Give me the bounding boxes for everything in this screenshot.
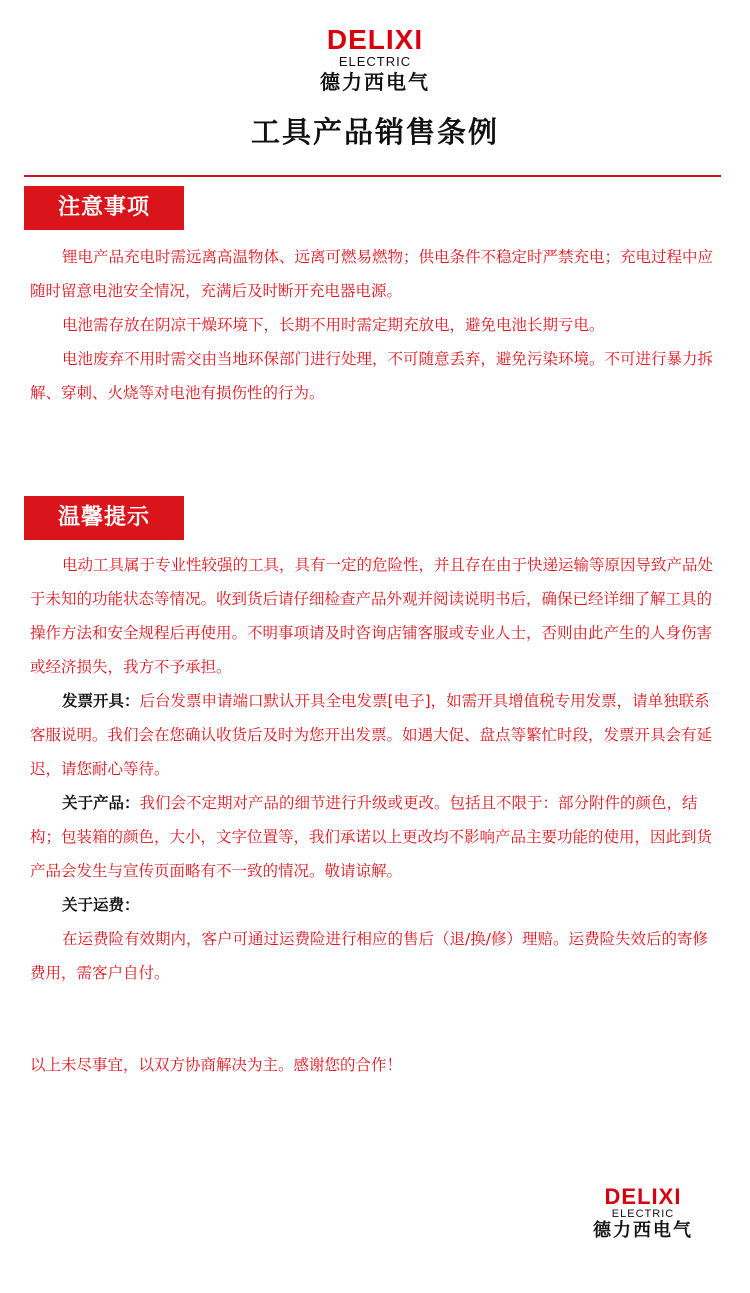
paragraph: 电池需存放在阴凉干燥环境下，长期不用时需定期充放电，避免电池长期亏电。 — [62, 316, 605, 334]
section-heading-precautions: 注意事项 — [24, 186, 184, 230]
closing-note: 以上未尽事宜，以双方协商解决为主。感谢您的合作！ — [30, 1056, 403, 1074]
paragraph: 锂电产品充电时需远离高温物体、远离可燃易燃物；供电条件不稳定时严禁充电；充电过程中应随时留意电池安全情况，充满后及时断开充电器电源。 — [30, 248, 714, 300]
brand-logo-bottom — [578, 1186, 708, 1241]
logo-brand-text: DELIXI — [604, 1184, 682, 1209]
paragraph-shipping-label — [30, 888, 720, 922]
page-title: 工具产品销售条例 — [250, 115, 499, 149]
section-heading-tips: 温馨提示 — [24, 496, 184, 540]
paragraph-shipping: 在运费险有效期内，客户可通过运费险进行相应的售后（退/换/修）理赔。运费险失效后的寄修费用，需客户自付。 — [30, 930, 708, 982]
logo-sub-text: ELECTRIC — [611, 1208, 675, 1220]
section-body-precautions — [30, 240, 720, 410]
logo-sub-text: ELECTRIC — [338, 54, 412, 69]
invoice-label: 发票开具： — [62, 692, 140, 710]
logo-chinese-text: 德力西电气 — [593, 1220, 693, 1242]
product-text: 我们会不定期对产品的细节进行升级或更改。包括且不限于：部分附件的颜色，结构；包装箱的颜色，大小，文字位置等，我们承诺以上更改均不影响产品主要功能的使用，因此到货产品会发生与宣传页面略有不一致的情况。敬请谅解。 — [30, 794, 713, 880]
shipping-label: 关于运费： — [62, 896, 140, 914]
product-label: 关于产品： — [62, 794, 140, 812]
section-body-tips — [30, 548, 720, 990]
title-divider — [24, 175, 721, 177]
invoice-text: 后台发票申请端口默认开具全电发票[电子]，如需开具增值税专用发票，请单独联系客服说明。我们会在您确认收货后及时为您开出发票。如遇大促、盘点等繁忙时段，发票开具会有延迟，请您耐心等待。 — [30, 692, 713, 778]
paragraph-invoice — [30, 684, 720, 786]
brand-logo-top — [300, 26, 450, 93]
paragraph-intro: 电动工具属于专业性较强的工具，具有一定的危险性，并且存在由于快递运输等原因导致产品处于未知的功能状态等情况。收到货后请仔细检查产品外观并阅读说明书后，确保已经详细了解工具的操作方法和安全规程后再使用。不明事项请及时咨询店铺客服或专业人士，否则由此产生的人身伤害或经济损失，我方不予承担。 — [30, 556, 714, 676]
logo-chinese-text: 德力西电气 — [320, 70, 430, 95]
logo-brand-text: DELIXI — [326, 24, 424, 55]
paragraph: 电池废弃不用时需交由当地环保部门进行处理，不可随意丢弃，避免污染环境。不可进行暴力拆解、穿刺、火烧等对电池有损伤性的行为。 — [30, 350, 714, 402]
paragraph-product — [30, 786, 720, 888]
